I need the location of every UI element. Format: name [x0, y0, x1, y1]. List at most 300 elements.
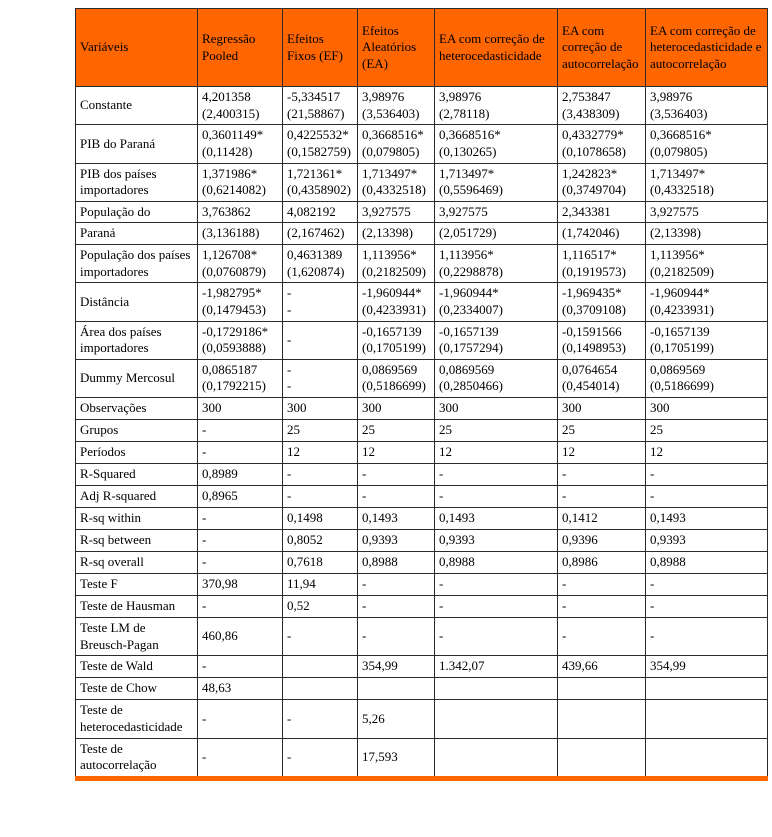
table-cell	[646, 420, 768, 442]
cell-line: (0,5186699)	[650, 378, 714, 394]
cell-line: 0,3668516*	[650, 127, 712, 143]
table-cell	[558, 201, 646, 223]
row-label: PIB dos países importadores	[76, 163, 198, 201]
cell-line: (0,4233931)	[362, 301, 426, 317]
cell-line: -	[287, 466, 292, 482]
table-cell	[646, 618, 768, 656]
table-row	[76, 486, 768, 508]
cell-line: (2,051729)	[439, 225, 497, 241]
cell-line: (0,2850466)	[439, 378, 503, 394]
cell-line: 3,98976	[439, 89, 482, 104]
cell-line: 370,98	[202, 576, 238, 592]
cell-line: -	[287, 488, 292, 504]
table-cell	[646, 530, 768, 552]
table-cell	[435, 678, 558, 700]
cell-line: -1,969435*	[562, 285, 622, 301]
cell-line: 3,927575	[650, 203, 699, 219]
cell-line: 0,9393	[650, 532, 686, 548]
table-cell	[358, 125, 435, 163]
cell-line: 300	[562, 400, 582, 416]
table-cell	[558, 508, 646, 530]
table-cell	[198, 245, 283, 283]
row-label: População dos países importadores	[76, 245, 198, 283]
cell-line: (0,0593888)	[202, 340, 266, 356]
table-cell	[558, 359, 646, 397]
table-cell	[646, 700, 768, 738]
cell-line: (0,1078658)	[562, 143, 626, 159]
table-cell	[646, 125, 768, 163]
cell-line: (0,6214082)	[202, 182, 266, 198]
cell-line: 0,3668516*	[439, 127, 501, 143]
table-cell	[558, 398, 646, 420]
cell-line: 25	[439, 422, 452, 438]
table-cell	[435, 508, 558, 530]
table-cell	[358, 738, 435, 778]
cell-line: 2,343381	[562, 203, 611, 219]
table-cell	[198, 678, 283, 700]
cell-line: -0,1657139	[362, 323, 422, 339]
table-cell	[198, 398, 283, 420]
cell-line: -	[439, 576, 444, 592]
table-row	[76, 530, 768, 552]
table-cell	[646, 738, 768, 778]
row-label: Grupos	[76, 420, 198, 442]
table-cell	[358, 574, 435, 596]
table-cell	[198, 700, 283, 738]
table-cell	[198, 530, 283, 552]
table-cell	[198, 574, 283, 596]
cell-line: (0,11428)	[202, 143, 253, 159]
cell-line: (0,3709108)	[562, 301, 626, 317]
table-cell	[646, 201, 768, 223]
cell-line: -	[362, 598, 367, 614]
table-cell	[646, 245, 768, 283]
cell-line: (0,2182509)	[362, 263, 426, 279]
table-row	[76, 678, 768, 700]
cell-line: -	[439, 598, 444, 614]
table-cell	[558, 442, 646, 464]
cell-line: 25	[650, 422, 663, 438]
table-cell	[558, 486, 646, 508]
cell-line: -	[650, 576, 655, 592]
table-cell	[283, 442, 358, 464]
table-cell	[283, 398, 358, 420]
cell-line: 3,927575	[362, 203, 411, 219]
table-cell	[283, 283, 358, 321]
table-cell	[435, 87, 558, 125]
table-cell	[198, 618, 283, 656]
table-cell	[558, 618, 646, 656]
table-row	[76, 125, 768, 163]
cell-line: -	[287, 710, 292, 726]
cell-line: (0,4358902)	[287, 182, 351, 198]
table-row	[76, 420, 768, 442]
row-label: Adj R-squared	[76, 486, 198, 508]
table-cell	[358, 163, 435, 201]
cell-line: (0,130265)	[439, 143, 497, 159]
table-cell	[558, 321, 646, 359]
table-row	[76, 552, 768, 574]
cell-line: -	[650, 466, 655, 482]
row-label: R-sq between	[76, 530, 198, 552]
row-label: Constante	[76, 87, 198, 125]
cell-line: (0,1479453)	[202, 301, 266, 317]
cell-line: (3,136188)	[202, 225, 260, 241]
table-cell	[198, 125, 283, 163]
table-cell	[558, 700, 646, 738]
table-cell	[358, 464, 435, 486]
table-cell	[646, 596, 768, 618]
table-cell	[358, 596, 435, 618]
row-label: Teste de autocorrelação	[76, 738, 198, 778]
cell-line: -0,1657139	[439, 323, 499, 339]
cell-line: -	[202, 598, 207, 614]
table-row	[76, 596, 768, 618]
cell-line: 300	[650, 400, 670, 416]
cell-line: -	[562, 628, 567, 644]
cell-line: -	[562, 576, 567, 592]
table-cell	[198, 420, 283, 442]
cell-line: 12	[562, 444, 575, 460]
column-header: EA com correção de autocorrelação	[558, 9, 646, 87]
table-cell	[358, 508, 435, 530]
table-cell	[198, 283, 283, 321]
cell-line: 0,9393	[362, 532, 398, 548]
table-cell	[198, 738, 283, 778]
table-row	[76, 283, 768, 321]
cell-line: 460,86	[202, 628, 238, 644]
table-cell	[558, 656, 646, 678]
cell-line: (0,079805)	[650, 143, 708, 159]
table-cell	[435, 618, 558, 656]
cell-line: (2,78118)	[439, 105, 490, 121]
cell-line: 12	[650, 444, 663, 460]
cell-line: (0,1792215)	[202, 378, 266, 394]
table-cell	[358, 700, 435, 738]
cell-line: 12	[439, 444, 452, 460]
cell-line: 1,242823*	[562, 165, 618, 181]
cell-line: -	[439, 466, 444, 482]
cell-line: 25	[362, 422, 375, 438]
row-label: Teste LM de Breusch-Pagan	[76, 618, 198, 656]
cell-line: 0,8988	[439, 554, 475, 570]
cell-line: (2,13398)	[362, 225, 413, 241]
cell-line: (0,4332518)	[362, 182, 426, 198]
cell-line: (0,1705199)	[362, 340, 426, 356]
table-cell	[558, 163, 646, 201]
cell-line: 0,0764654	[562, 361, 618, 377]
cell-line: -	[287, 378, 292, 394]
table-row	[76, 464, 768, 486]
table-cell	[435, 596, 558, 618]
cell-line: 0,7618	[287, 554, 323, 570]
table-cell	[435, 359, 558, 397]
table-row	[76, 223, 768, 245]
row-label: Distância	[76, 283, 198, 321]
table-cell	[558, 223, 646, 245]
table-cell	[358, 321, 435, 359]
table-cell	[435, 486, 558, 508]
table-cell	[358, 87, 435, 125]
table-cell	[358, 420, 435, 442]
cell-line: 1,113956*	[362, 247, 417, 262]
table-cell	[358, 552, 435, 574]
cell-line: 0,8988	[362, 554, 398, 570]
cell-line: 5,26	[362, 710, 385, 726]
table-cell	[646, 321, 768, 359]
column-header: EA com correção de heterocedasticidade	[435, 9, 558, 87]
row-label: Teste de Hausman	[76, 596, 198, 618]
cell-line: -1,960944*	[362, 285, 422, 301]
table-cell	[358, 656, 435, 678]
table-cell	[435, 700, 558, 738]
table-cell	[558, 596, 646, 618]
table-cell	[358, 201, 435, 223]
cell-line: -	[202, 710, 207, 726]
table-cell	[198, 359, 283, 397]
cell-line: 48,63	[202, 680, 232, 696]
cell-line: 3,98976	[362, 89, 405, 104]
table-row	[76, 359, 768, 397]
regression-results-table	[75, 8, 768, 781]
table-cell	[358, 283, 435, 321]
table-cell	[358, 618, 435, 656]
cell-line: -	[362, 488, 367, 504]
table-cell	[283, 700, 358, 738]
table-cell	[435, 283, 558, 321]
cell-line: 25	[562, 422, 575, 438]
table-cell	[283, 738, 358, 778]
cell-line: (2,167462)	[287, 225, 345, 241]
cell-line: 1,126708*	[202, 247, 258, 262]
cell-line: 1,713497*	[650, 165, 706, 181]
table-cell	[283, 464, 358, 486]
cell-line: (0,1582759)	[287, 143, 351, 159]
table-cell	[435, 464, 558, 486]
table-cell	[435, 398, 558, 420]
table-row	[76, 201, 768, 223]
table-body	[76, 87, 768, 779]
table-cell	[283, 125, 358, 163]
cell-line: 4,082192	[287, 203, 336, 219]
table-row	[76, 618, 768, 656]
cell-line: -1,982795*	[202, 285, 262, 301]
row-label: Observações	[76, 398, 198, 420]
cell-line: (0,5596469)	[439, 182, 503, 198]
cell-line: -	[439, 488, 444, 504]
cell-line: 0,1412	[562, 510, 598, 526]
cell-line: (0,2182509)	[650, 263, 714, 279]
cell-line: 0,4332779*	[562, 127, 624, 143]
table-cell	[198, 442, 283, 464]
row-label: Teste de Wald	[76, 656, 198, 678]
cell-line: (2,13398)	[650, 225, 701, 241]
cell-line: -	[202, 532, 207, 548]
cell-line: (0,4332518)	[650, 182, 714, 198]
table-cell	[435, 552, 558, 574]
cell-line: -	[287, 748, 292, 764]
cell-line: -	[287, 331, 292, 347]
table-cell	[558, 420, 646, 442]
row-label: Períodos	[76, 442, 198, 464]
cell-line: (3,438309)	[562, 105, 620, 121]
table-cell	[646, 508, 768, 530]
cell-line: -	[650, 628, 655, 644]
cell-line: 0,8965	[202, 488, 238, 504]
cell-line: (0,4233931)	[650, 301, 714, 317]
cell-line: 0,9393	[439, 532, 475, 548]
table-row	[76, 321, 768, 359]
cell-line: 0,0865187	[202, 361, 258, 377]
table-cell	[558, 245, 646, 283]
table-cell	[435, 738, 558, 778]
cell-line: 300	[439, 400, 459, 416]
table-row	[76, 163, 768, 201]
cell-line: (0,079805)	[362, 143, 420, 159]
table-cell	[283, 163, 358, 201]
cell-line: (1,742046)	[562, 225, 620, 241]
cell-line: 1,113956*	[439, 247, 494, 262]
column-header: Regressão Pooled	[198, 9, 283, 87]
table-cell	[198, 163, 283, 201]
table-cell	[435, 442, 558, 464]
table-cell	[358, 245, 435, 283]
cell-line: 0,1493	[650, 510, 686, 526]
cell-line: 0,1498	[287, 510, 323, 526]
cell-line: -	[362, 466, 367, 482]
table-cell	[198, 596, 283, 618]
table-cell	[558, 464, 646, 486]
cell-line: -0,1729186*	[202, 323, 269, 339]
column-header: Efeitos Fixos (EF)	[283, 9, 358, 87]
row-label: Teste de heterocedasticidade	[76, 700, 198, 738]
table-cell	[435, 321, 558, 359]
cell-line: -	[287, 285, 292, 301]
cell-line: -	[650, 488, 655, 504]
cell-line: -0,1657139	[650, 323, 710, 339]
table-cell	[435, 245, 558, 283]
cell-line: (0,454014)	[562, 378, 620, 394]
cell-line: (21,58867)	[287, 105, 345, 121]
table-row	[76, 442, 768, 464]
cell-line: (3,536403)	[650, 105, 708, 121]
table-row	[76, 508, 768, 530]
table-cell	[646, 442, 768, 464]
cell-line: 0,4225532*	[287, 127, 349, 143]
table-row	[76, 245, 768, 283]
table-row	[76, 738, 768, 778]
table-cell	[358, 359, 435, 397]
cell-line: 1,713497*	[439, 165, 495, 181]
table-cell	[646, 678, 768, 700]
table-cell	[198, 656, 283, 678]
cell-line: (1,620874)	[287, 263, 345, 279]
table-cell	[558, 678, 646, 700]
cell-line: -	[650, 598, 655, 614]
cell-line: (0,5186699)	[362, 378, 426, 394]
table-cell	[283, 656, 358, 678]
cell-line: -1,960944*	[439, 285, 499, 301]
cell-line: 0,3601149*	[202, 127, 264, 143]
row-label: População do	[76, 201, 198, 223]
cell-line: 0,8988	[650, 554, 686, 570]
table-header	[76, 9, 768, 87]
cell-line: 354,99	[650, 658, 686, 674]
row-label: Teste de Chow	[76, 678, 198, 700]
cell-line: -	[202, 658, 207, 674]
table-cell	[283, 245, 358, 283]
column-header: EA com correção de heterocedasticidade e autocorrelação	[646, 9, 768, 87]
table-cell	[358, 398, 435, 420]
table-cell	[646, 359, 768, 397]
table-cell	[646, 552, 768, 574]
table-row	[76, 656, 768, 678]
cell-line: (0,2334007)	[439, 301, 503, 317]
column-header: Variáveis	[76, 9, 198, 87]
table-cell	[198, 223, 283, 245]
cell-line: (0,1705199)	[650, 340, 714, 356]
column-header: Efeitos Aleatórios (EA)	[358, 9, 435, 87]
cell-line: -	[287, 628, 292, 644]
cell-line: 1,713497*	[362, 165, 418, 181]
cell-line: -0,1591566	[562, 323, 622, 339]
table-cell	[435, 223, 558, 245]
table-cell	[435, 574, 558, 596]
cell-line: 0,0869569	[439, 361, 495, 377]
header-row	[76, 9, 768, 87]
cell-line: 0,4631389	[287, 247, 343, 262]
table-cell	[558, 574, 646, 596]
table-cell	[283, 321, 358, 359]
table-cell	[646, 656, 768, 678]
table-cell	[358, 530, 435, 552]
cell-line: 1,721361*	[287, 165, 343, 181]
cell-line: 0,0869569	[362, 361, 418, 377]
cell-line: -	[202, 554, 207, 570]
row-label: Paraná	[76, 223, 198, 245]
cell-line: (0,1919573)	[562, 263, 626, 279]
table-cell	[646, 486, 768, 508]
row-label: PIB do Paraná	[76, 125, 198, 163]
table-cell	[646, 398, 768, 420]
cell-line: 4,201358	[202, 89, 251, 104]
table-cell	[283, 530, 358, 552]
table-cell	[358, 223, 435, 245]
cell-line: (0,1757294)	[439, 340, 503, 356]
cell-line: 0,0869569	[650, 361, 706, 377]
table-cell	[283, 596, 358, 618]
cell-line: 0,9396	[562, 532, 598, 548]
cell-line: 17,593	[362, 748, 398, 764]
cell-line: -	[202, 510, 207, 526]
table-cell	[283, 420, 358, 442]
cell-line: (2,400315)	[202, 105, 260, 121]
row-label: R-sq overall	[76, 552, 198, 574]
table-cell	[558, 738, 646, 778]
table-cell	[358, 442, 435, 464]
cell-line: 1.342,07	[439, 658, 485, 674]
table-cell	[646, 464, 768, 486]
cell-line: 12	[362, 444, 375, 460]
table-cell	[198, 486, 283, 508]
cell-line: 2,753847	[562, 89, 611, 104]
table-cell	[435, 420, 558, 442]
cell-line: -	[202, 422, 207, 438]
table-cell	[283, 223, 358, 245]
cell-line: 1,113956*	[650, 247, 705, 262]
cell-line: 0,8986	[562, 554, 598, 570]
table-cell	[283, 618, 358, 656]
